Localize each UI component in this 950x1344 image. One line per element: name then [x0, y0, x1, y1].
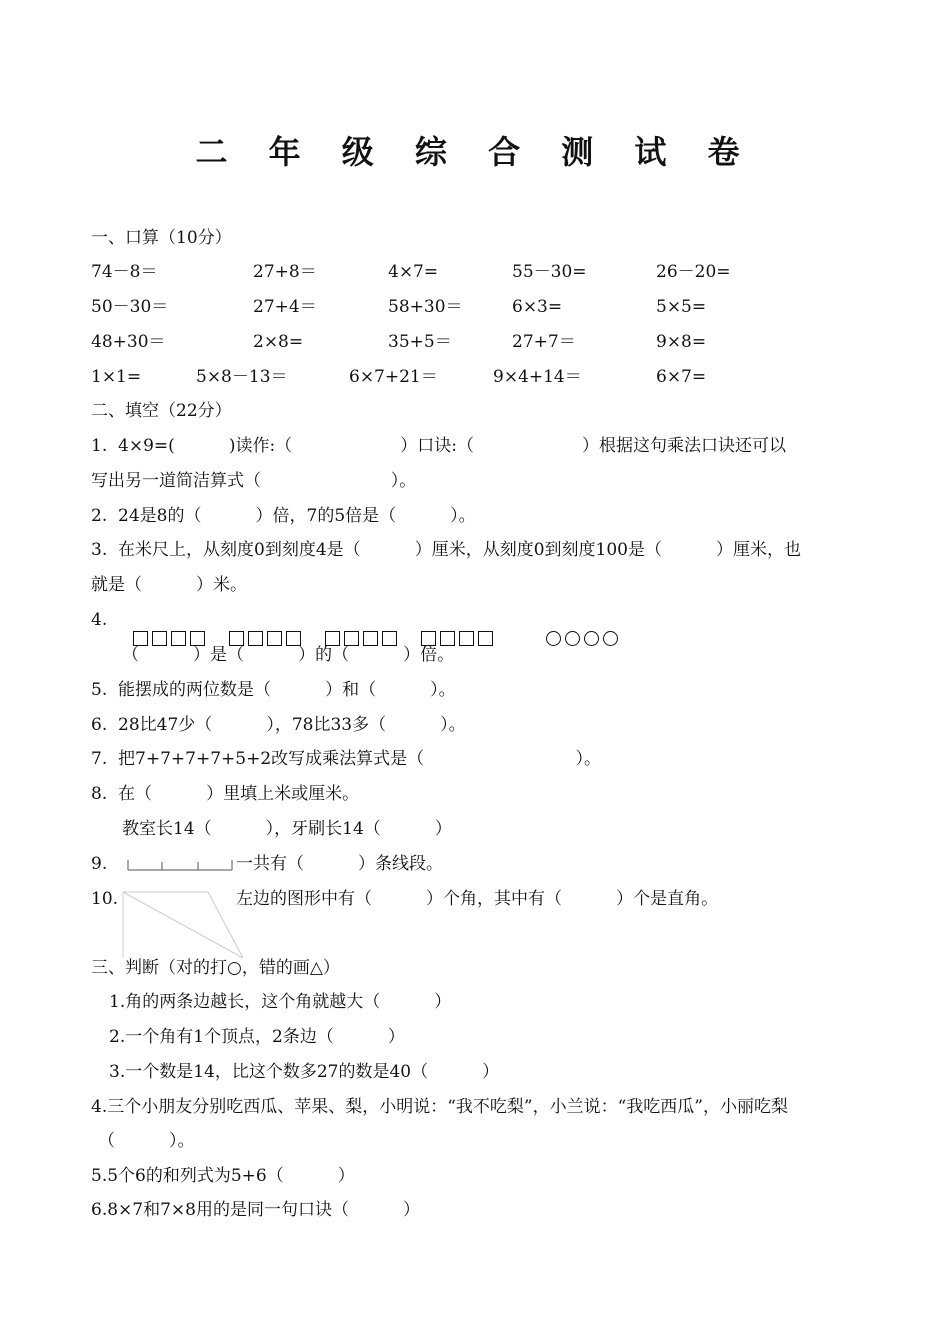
section-3-heading: 三、判断（对的打○，错的画△）: [91, 958, 340, 978]
calc-item: 1×1=: [91, 367, 142, 387]
circle-icon: [565, 631, 580, 646]
square-icon: [382, 631, 397, 646]
question-7: 7. 把7+7+7+7+5+2改写成乘法算式是（ ）。: [91, 749, 601, 769]
square-icon: [421, 631, 436, 646]
calc-item: 74－8＝: [91, 262, 158, 282]
question-9-number: 9.: [91, 854, 108, 874]
square-icon: [152, 631, 167, 646]
question-4-number: 4.: [91, 610, 108, 630]
section-1-heading: 一、口算（10分）: [91, 228, 232, 248]
square-group: [122, 610, 209, 650]
calc-item: 50－30＝: [91, 297, 169, 317]
judge-item-5: 5.5个6的和列式为5+6（ ）: [91, 1166, 355, 1186]
question-4-line-2: （ ）是（ ）的（ ）倍。: [122, 645, 455, 665]
question-9-text: 一共有（ ）条线段。: [236, 854, 444, 874]
calc-item: 6×3=: [512, 297, 563, 317]
judge-item-1: 1.角的两条边越长，这个角就越大（ ）: [109, 992, 452, 1012]
square-icon: [248, 631, 263, 646]
judge-item-3: 3.一个数是14，比这个数多27的数是40（ ）: [109, 1062, 500, 1082]
circle-icon: [546, 631, 561, 646]
calc-item: 9×4+14＝: [493, 367, 582, 387]
calc-item: 27+4＝: [253, 297, 317, 317]
page-title: 二 年 级 综 合 测 试 卷: [195, 133, 755, 171]
calc-item: 48+30＝: [91, 332, 166, 352]
square-group: [410, 610, 497, 650]
judge-item-6: 6.8×7和7×8用的是同一句口诀（ ）: [91, 1200, 421, 1220]
angle-figure: [118, 888, 248, 960]
calc-item: 9×8=: [656, 332, 707, 352]
question-3-line-2: 就是（ ）米。: [91, 575, 248, 595]
question-5: 5. 能摆成的两位数是（ ）和（ ）。: [91, 680, 456, 700]
square-icon: [478, 631, 493, 646]
line-segment-figure: [126, 856, 234, 872]
square-icon: [325, 631, 340, 646]
question-2: 2. 24是8的（ ）倍，7的5倍是（ ）。: [91, 506, 476, 526]
calc-item: 55－30=: [512, 262, 587, 282]
judge-item-2: 2.一个角有1个顶点，2条边（ ）: [109, 1027, 405, 1047]
question-3-line-1: 3. 在米尺上，从刻度0到刻度4是（ ）厘米，从刻度0到刻度100是（ ）厘米，也: [91, 540, 801, 560]
question-10-number: 10.: [91, 889, 119, 909]
square-icon: [229, 631, 244, 646]
calc-item: 27+7＝: [512, 332, 576, 352]
judge-item-4-line-2: （ ）。: [98, 1131, 195, 1151]
calc-item: 5×5=: [656, 297, 707, 317]
calc-item: 27+8＝: [253, 262, 317, 282]
square-icon: [133, 631, 148, 646]
question-1-line-2: 写出另一道简洁算式（ ）。: [91, 471, 417, 491]
calc-item: 4×7=: [388, 262, 439, 282]
square-icon: [171, 631, 186, 646]
calc-item: 5×8－13＝: [196, 367, 288, 387]
question-8-line-2: 教室长14（ ），牙刷长14（ ）: [122, 819, 452, 839]
square-group: [314, 610, 401, 650]
circle-icon: [584, 631, 599, 646]
question-1-line-1: 1. 4×9=( )读作:（ ）口诀:（ ）根据这句乘法口诀还可以: [91, 436, 787, 456]
square-icon: [267, 631, 282, 646]
judge-item-4-line-1: 4.三个小朋友分别吃西瓜、苹果、梨，小明说：“我不吃梨”，小兰说：“我吃西瓜”，小丽吃梨: [91, 1097, 788, 1117]
calc-item: 2×8=: [253, 332, 304, 352]
calc-item: 26－20=: [656, 262, 731, 282]
circle-icon: [603, 631, 618, 646]
circle-group: [535, 610, 622, 650]
square-icon: [190, 631, 205, 646]
square-icon: [344, 631, 359, 646]
calc-item: 35+5＝: [388, 332, 452, 352]
square-group: [218, 610, 305, 650]
square-icon: [440, 631, 455, 646]
calc-item: 58+30＝: [388, 297, 463, 317]
calc-item: 6×7=: [656, 367, 707, 387]
question-6: 6. 28比47少（ ），78比33多（ ）。: [91, 715, 466, 735]
square-icon: [459, 631, 474, 646]
question-8-line-1: 8. 在（ ）里填上米或厘米。: [91, 784, 360, 804]
square-icon: [286, 631, 301, 646]
question-10-text: 左边的图形中有（ ）个角，其中有（ ）个是直角。: [236, 889, 719, 909]
calc-item: 6×7+21＝: [349, 367, 438, 387]
square-icon: [363, 631, 378, 646]
section-2-heading: 二、填空（22分）: [91, 401, 232, 421]
